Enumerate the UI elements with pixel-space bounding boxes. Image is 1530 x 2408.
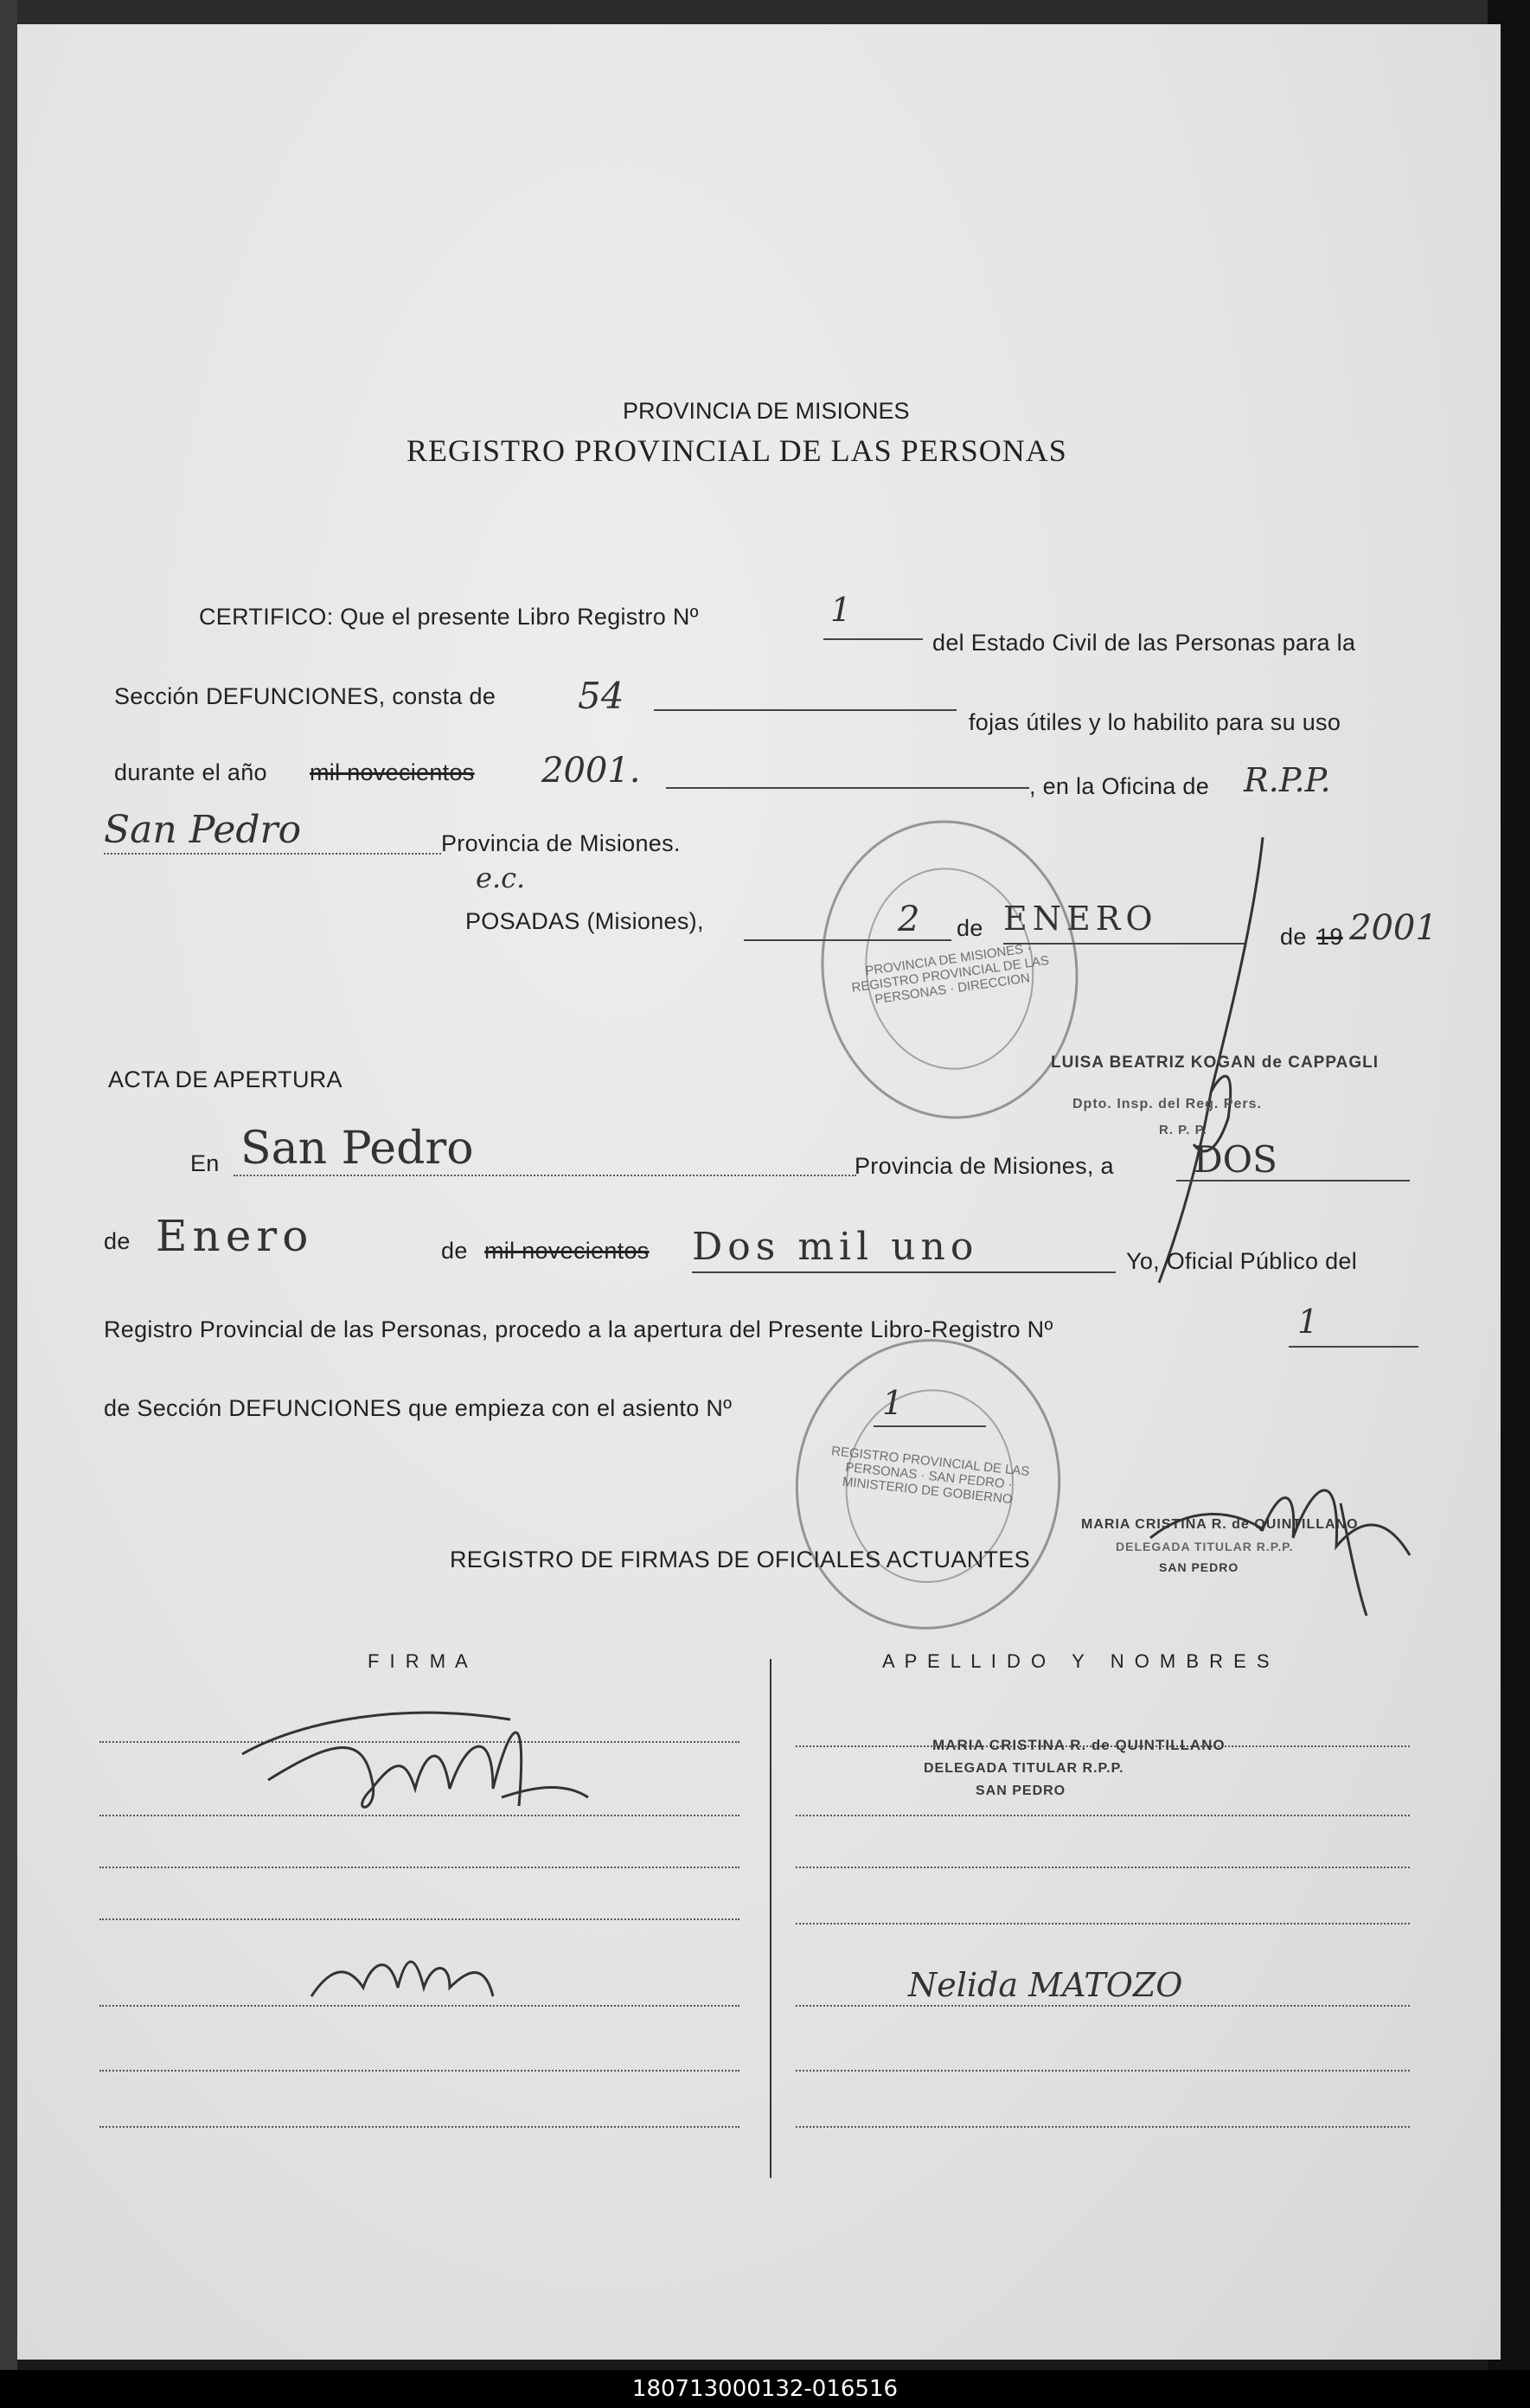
pages-line (654, 709, 957, 711)
official-seal-bottom (781, 1326, 1074, 1643)
posadas-label: POSADAS (Misiones), (465, 908, 704, 934)
cert-line2-prefix: Sección DEFUNCIONES, consta de (114, 683, 496, 709)
nombre-entry1-line3: SAN PEDRO (976, 1784, 1066, 1798)
nombre-line-2 (796, 1815, 1410, 1816)
place-line (104, 853, 441, 855)
cert-line3-suffix: , en la Oficina de (1029, 773, 1210, 799)
registry-heading: REGISTRO PROVINCIAL DE LAS PERSONAS (407, 433, 1067, 468)
book-number: 1 (830, 591, 852, 629)
official-seal-top (802, 804, 1097, 1136)
acta-line4: de Sección DEFUNCIONES que empieza con el asiento Nº (104, 1395, 733, 1421)
column-divider (770, 1659, 771, 2178)
col-firma: F I R M A (368, 1650, 471, 1672)
acta-struck: mil novecientos (484, 1238, 650, 1264)
acta-day-line (1176, 1180, 1410, 1182)
nombre-line-4 (796, 1923, 1410, 1924)
stamp-official-line2: Dpto. Insp. del Reg. Pers. (1072, 1097, 1262, 1111)
place-handwritten: San Pedro (104, 808, 302, 852)
acta-book-number: 1 (1297, 1303, 1319, 1341)
acta-asiento: 1 (882, 1384, 904, 1422)
cert-line1-suffix: del Estado Civil de las Personas para la (932, 630, 1356, 656)
acta-de2: de (441, 1238, 468, 1264)
firma-line-3 (99, 1867, 739, 1868)
nombre-entry1-line2: DELEGADA TITULAR R.P.P. (924, 1761, 1124, 1776)
cert-line1-prefix: CERTIFICO: Que el presente Libro Registro Nº (199, 604, 699, 630)
struck-19: 19 (1316, 924, 1343, 950)
acta-place-handwritten: San Pedro (240, 1123, 474, 1175)
acta-yo: Yo, Oficial Público del (1126, 1248, 1358, 1274)
signature-firma-1 (234, 1685, 597, 1867)
firma-line-7 (99, 2126, 739, 2128)
firma-line-4 (99, 1918, 739, 1920)
acta-month-handwritten: Enero (156, 1211, 314, 1261)
province-heading: PROVINCIA DE MISIONES (623, 398, 910, 424)
book-number-line (823, 638, 923, 640)
nombre-line-3 (796, 1867, 1410, 1868)
office-handwritten: R.P.P. (1244, 761, 1331, 799)
year2-handwritten: 2001 (1349, 908, 1437, 948)
de-label-1: de (957, 915, 983, 941)
acta-line3: Registro Provincial de las Personas, procedo a la apertura del Presente Libro-Registro Nº (104, 1316, 1053, 1342)
top-shadow (0, 0, 1530, 24)
nombre-line-6 (796, 2070, 1410, 2072)
stamp-delegada-line2: DELEGADA TITULAR R.P.P. (1116, 1540, 1294, 1553)
acta-en: En (190, 1150, 220, 1176)
nombre-line-7 (796, 2126, 1410, 2128)
signature-delegada-top (1142, 1451, 1427, 1624)
acta-de: de (104, 1228, 131, 1254)
nombre-entry2: Nelida MATOZO (908, 1966, 1183, 2004)
day-handwritten: 2 (898, 900, 920, 939)
month-handwritten: ENERO (1003, 900, 1158, 938)
seal-ring-text-bottom: REGISTRO PROVINCIAL DE LAS PERSONAS · SAN PEDRO · MINISTERIO DE GOBIERNO (830, 1444, 1031, 1508)
stamp-delegada-line3: SAN PEDRO (1159, 1560, 1239, 1574)
stamp-official-line1: LUISA BEATRIZ KOGAN de CAPPAGLI (1051, 1054, 1379, 1072)
acta-title: ACTA DE APERTURA (108, 1066, 342, 1092)
signature-inspector (1124, 833, 1280, 1317)
year-handwritten: 2001. (541, 751, 641, 791)
stamp-official-line3: R. P. P. (1159, 1123, 1207, 1137)
cert-line2-suffix: fojas útiles y lo habilito para su uso (969, 709, 1341, 735)
firmas-title: REGISTRO DE FIRMAS DE OFICIALES ACTUANTES (450, 1547, 1030, 1572)
left-edge (0, 0, 17, 2370)
acta-year-line (692, 1271, 1116, 1273)
note-ec: e.c. (476, 861, 526, 894)
col-nombres: A P E L L I D O Y N O M B R E S (882, 1650, 1272, 1672)
nombre-line-5 (796, 2005, 1410, 2007)
struck-century: mil novecientos (310, 759, 475, 785)
nombre-entry1-line1: MARIA CRISTINA R. de QUINTILLANO (932, 1737, 1226, 1753)
pages-count: 54 (578, 675, 624, 717)
acta-book-line (1289, 1346, 1418, 1348)
year-line (666, 787, 1029, 789)
stamp-delegada-line1: MARIA CRISTINA R. de QUINTILLANO (1081, 1517, 1359, 1532)
acta-place-line (234, 1175, 856, 1176)
de-label-2: de (1280, 924, 1307, 950)
document-page (17, 24, 1501, 2360)
acta-year-words: Dos mil uno (692, 1225, 979, 1269)
seal-ring-text: PROVINCIA DE MISIONES · REGISTRO PROVINCIAL DE LAS PERSONAS · DIRECCION (850, 940, 1050, 1008)
acta-day-handwritten: DOS (1194, 1138, 1277, 1181)
cert-line3-prefix: durante el año (114, 759, 267, 785)
province-text: Provincia de Misiones. (441, 830, 681, 856)
signature-firma-2 (303, 1936, 502, 2014)
acta-province: Provincia de Misiones, a (855, 1153, 1114, 1179)
archive-code: 180713000132-016516 (0, 2370, 1530, 2408)
firma-line-6 (99, 2070, 739, 2072)
